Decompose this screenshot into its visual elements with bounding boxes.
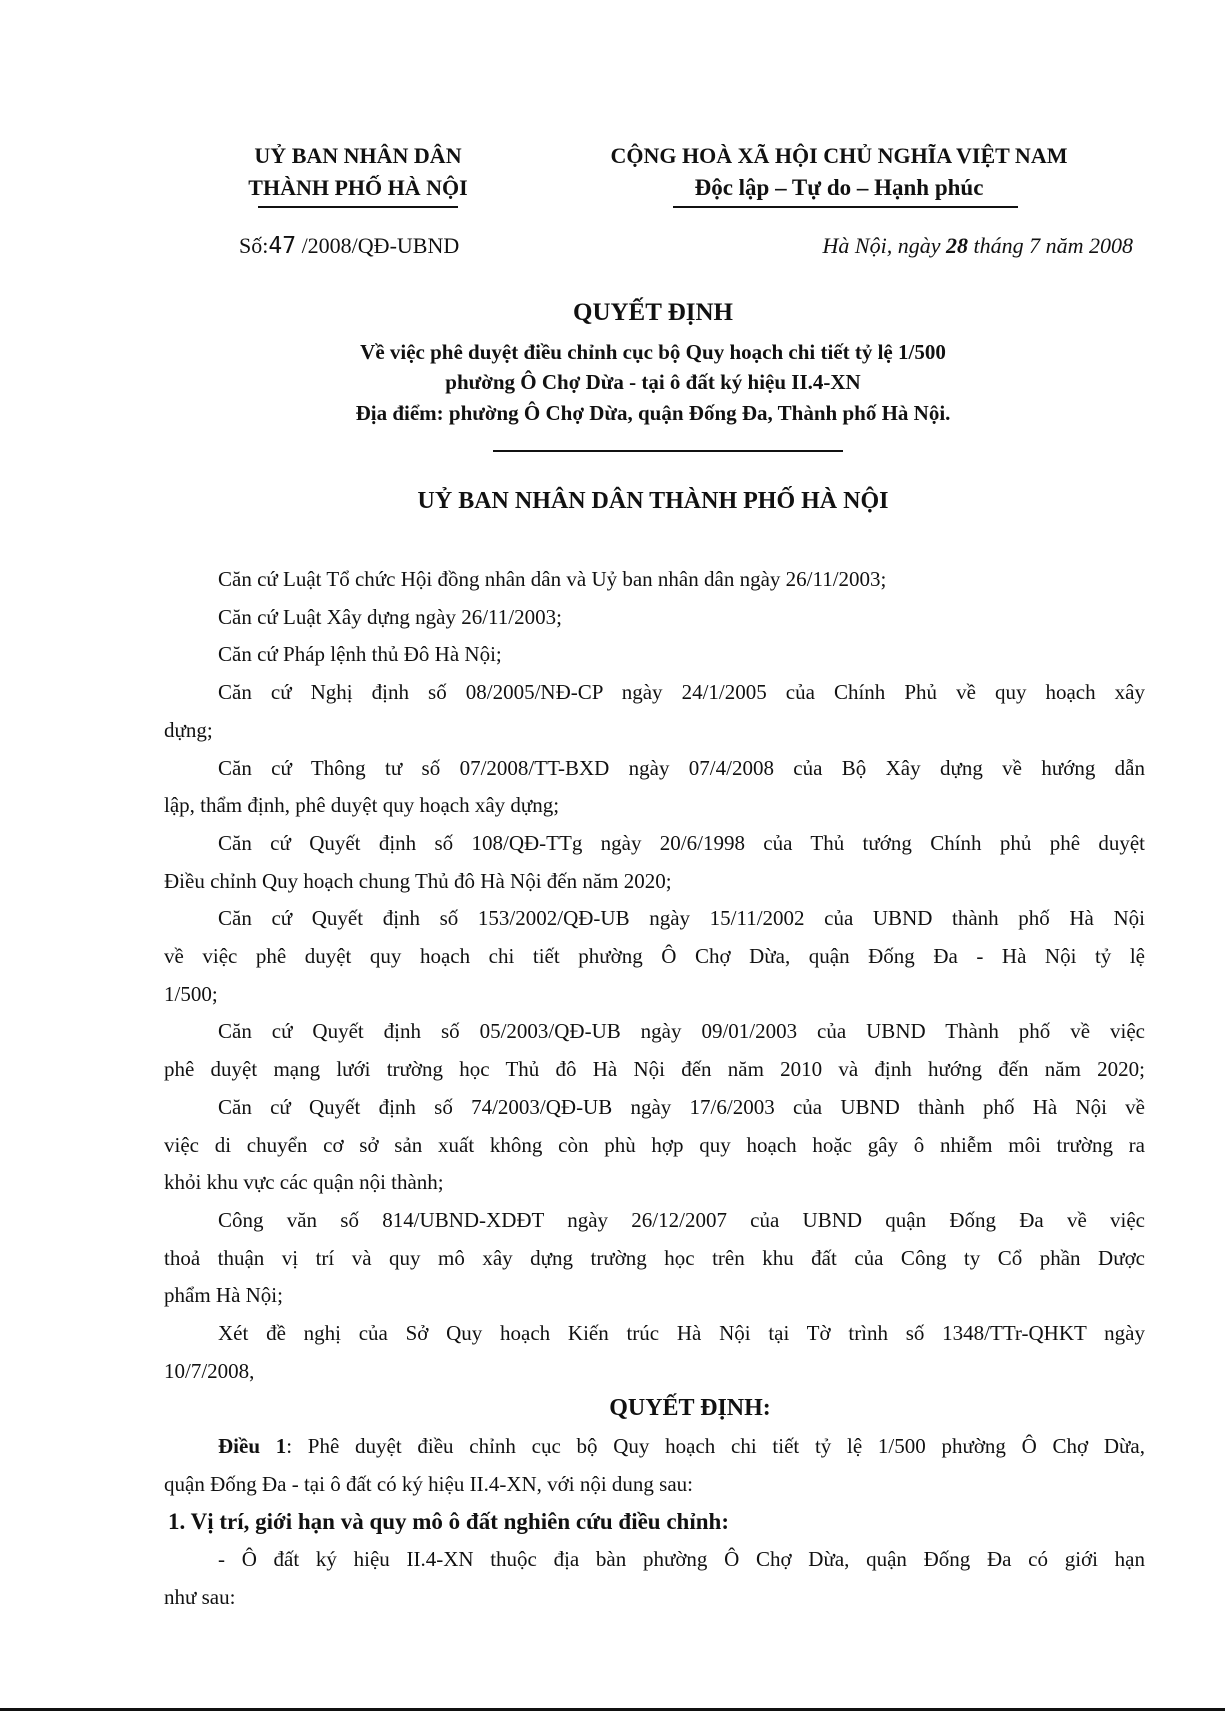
title-subject-2: phường Ô Chợ Dừa - tại ô đất ký hiệu II.4-XN: [445, 370, 861, 394]
body-line: [218, 1427, 1145, 1465]
section-heading: 1. Vị trí, giới hạn và quy mô ô đất nghiên cứu điều chỉnh:: [168, 1508, 729, 1534]
number-prefix: Số:: [239, 233, 269, 258]
motto-underline: [673, 206, 1018, 208]
article-text: : Phê duyệt điều chỉnh cục bộ Quy hoạch chi tiết tỷ lệ 1/500 phường Ô Chợ Dừa,: [286, 1434, 1146, 1459]
body-line: Căn cứ Thông tư số 07/2008/TT-BXD ngày 07/4/2008 của Bộ Xây dựng về hướng dẫn: [218, 755, 1145, 780]
body-line: Căn cứ Quyết định số 153/2002/QĐ-UB ngày 15/11/2002 của UBND thành phố Hà Nội: [218, 906, 1145, 931]
body-line: Công văn số 814/UBND-XDĐT ngày 26/12/2007 của UBND quận Đống Đa về việc: [218, 1207, 1145, 1232]
body-line: dựng;: [164, 717, 213, 742]
body-line: về việc phê duyệt quy hoạch chi tiết phường Ô Chợ Dừa, quận Đống Đa - Hà Nội tỷ lệ: [164, 944, 1145, 968]
issuer-underline: [258, 206, 458, 208]
body-line: Căn cứ Quyết định số 05/2003/QĐ-UB ngày 09/01/2003 của UBND Thành phố về việc: [218, 1019, 1145, 1044]
body-line: Căn cứ Quyết định số 74/2003/QĐ-UB ngày 17/6/2003 của UBND thành phố Hà Nội về: [218, 1094, 1145, 1119]
date-suffix: tháng 7 năm 2008: [968, 233, 1133, 258]
body-line: 10/7/2008,: [164, 1358, 255, 1383]
document-number: [239, 231, 459, 261]
handwritten-day: 28: [946, 233, 968, 258]
body-line: Căn cứ Luật Tổ chức Hội đồng nhân dân và Uỷ ban nhân dân ngày 26/11/2003;: [218, 567, 887, 591]
body-line: 1/500;: [164, 981, 218, 1006]
authority-heading: UỶ BAN NHÂN DÂN THÀNH PHỐ HÀ NỘI: [417, 488, 889, 514]
body-line: Căn cứ Luật Xây dựng ngày 26/11/2003;: [218, 604, 562, 629]
body-line: phê duyệt mạng lưới trường học Thủ đô Hà Nội đến năm 2010 và định hướng đến năm 2020;: [164, 1057, 1145, 1082]
body-line: Điều chỉnh Quy hoạch chung Thủ đô Hà Nội đến năm 2020;: [164, 868, 672, 893]
document-date: [823, 231, 1133, 261]
body-line: khỏi khu vực các quận nội thành;: [164, 1170, 444, 1195]
body-line: - Ô đất ký hiệu II.4-XN thuộc địa bàn phường Ô Chợ Dừa, quận Đống Đa có giới hạn: [218, 1547, 1145, 1572]
handwritten-number: 47: [268, 233, 297, 259]
number-suffix: /2008/QĐ-UBND: [296, 233, 460, 258]
body-line: Căn cứ Quyết định số 108/QĐ-TTg ngày 20/6/1998 của Thủ tướng Chính phủ phê duyệt: [218, 830, 1145, 855]
date-prefix: Hà Nội, ngày: [822, 233, 946, 258]
body-line: Xét đề nghị của Sở Quy hoạch Kiến trúc Hà Nội tại Tờ trình số 1348/TTr-QHKT ngày: [218, 1321, 1145, 1345]
body-line: việc di chuyển cơ sở sản xuất không còn phù hợp quy hoạch hoặc gây ô nhiễm môi trường ra: [164, 1132, 1145, 1157]
issuer-line-2: THÀNH PHỐ HÀ NỘI: [248, 175, 468, 200]
page-bottom-edge: [0, 1708, 1225, 1711]
nation-name: CỘNG HOÀ XÃ HỘI CHỦ NGHĨA VIỆT NAM: [610, 143, 1068, 168]
body-line: lập, thẩm định, phê duyệt quy hoạch xây dựng;: [164, 793, 560, 818]
decision-heading: QUYẾT ĐỊNH:: [609, 1395, 771, 1422]
title-subject-1: Về việc phê duyệt điều chỉnh cục bộ Quy hoạch chi tiết tỷ lệ 1/500: [360, 340, 946, 364]
body-line: quận Đống Đa - tại ô đất có ký hiệu II.4-XN, với nội dung sau:: [164, 1471, 693, 1496]
body-line: thoả thuận vị trí và quy mô xây dựng trường học trên khu đất của Công ty Cổ phần Dược: [164, 1245, 1145, 1270]
document-title: QUYẾT ĐỊNH: [573, 299, 733, 326]
motto: Độc lập – Tự do – Hạnh phúc: [694, 175, 984, 200]
title-divider: [493, 450, 843, 452]
title-location: Địa điểm: phường Ô Chợ Dừa, quận Đống Đa, Thành phố Hà Nội.: [355, 401, 951, 425]
article-label: Điều 1: [218, 1434, 287, 1459]
body-line: như sau:: [164, 1584, 236, 1609]
body-line: phẩm Hà Nội;: [164, 1283, 283, 1308]
issuer-line-1: UỶ BAN NHÂN DÂN: [254, 143, 462, 168]
body-line: Căn cứ Nghị định số 08/2005/NĐ-CP ngày 24/1/2005 của Chính Phủ về quy hoạch xây: [218, 680, 1145, 705]
body-line: Căn cứ Pháp lệnh thủ Đô Hà Nội;: [218, 642, 502, 667]
